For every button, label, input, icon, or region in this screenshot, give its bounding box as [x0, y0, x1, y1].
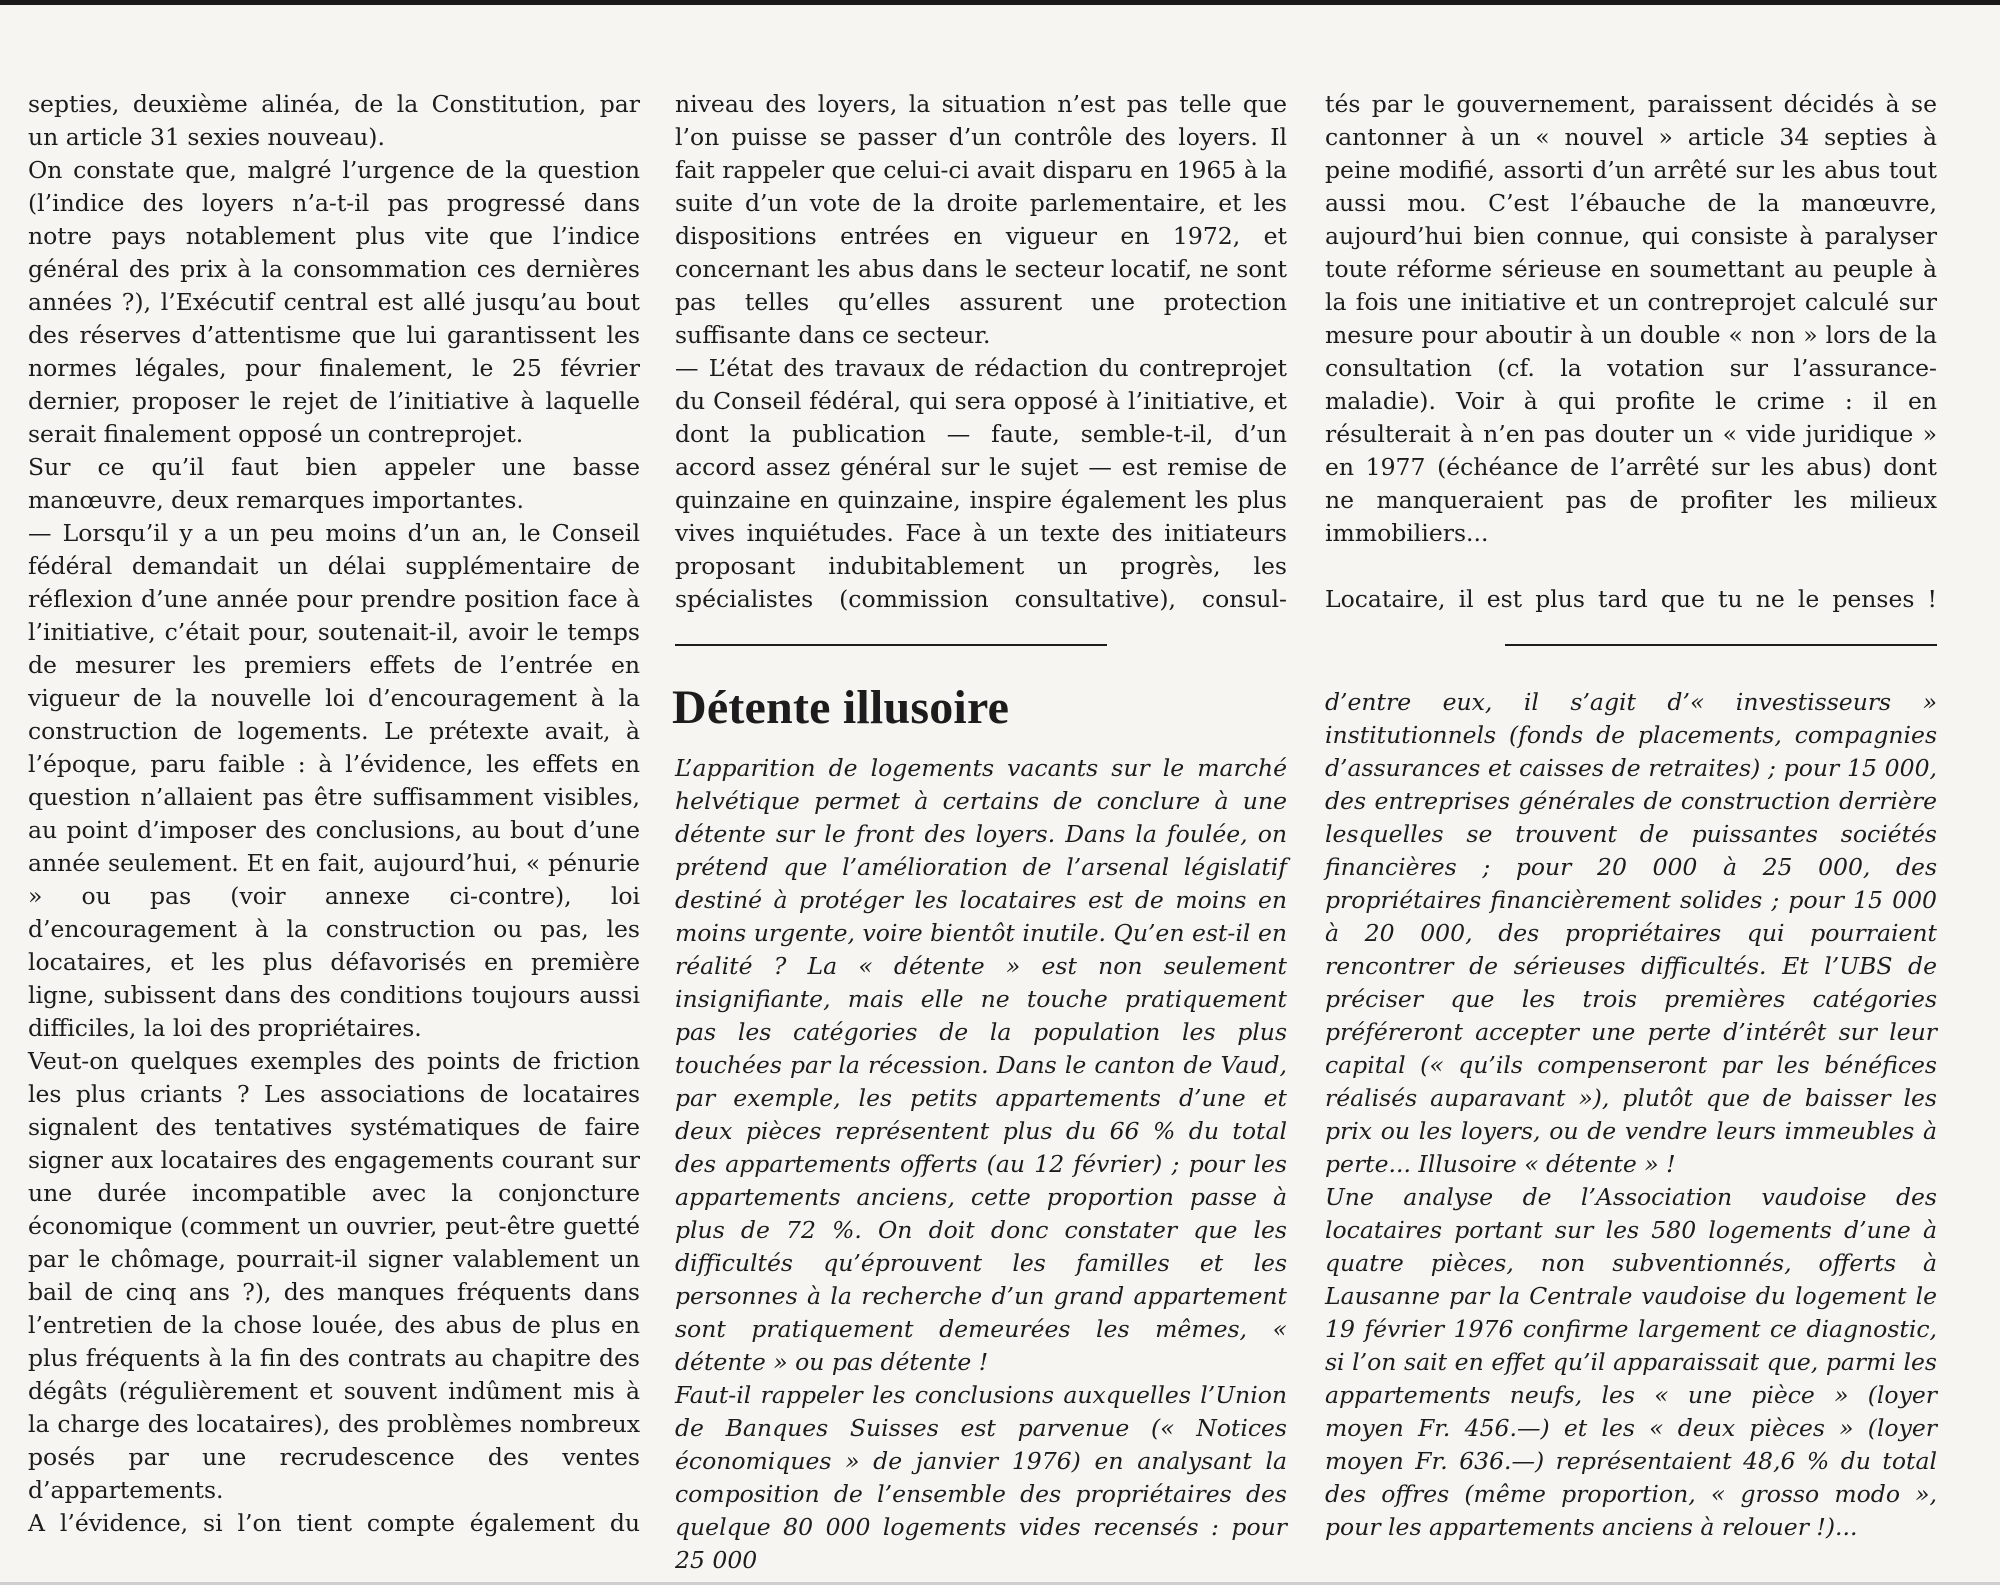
paragraph: niveau des loyers, la situation n’est pas telle que l’on puisse se passer d’un contrôle des loyers. Il fait rappeler que celui-ci avait disparu en 1965 à la suite d’un vote de la droite parlementaire, et les dispositions entrées en vigueur en 1972, et concernant les abus dans le secteur locatif, ne sont pas telles qu’elles assurent une protection suffisante dans ce secteur.: [675, 90, 1287, 349]
paragraph: L’apparition de logements vacants sur le marché helvétique permet à certains de conclure à une détente sur le front des loyers. Dans la foulée, on prétend que l’amélioration de l’arsenal législatif destiné à protéger les locataires est de moins en moins urgente, voire bientôt inutile. Qu’en est-il en réalité ? La « détente » est non seulement insignifiante, mais elle ne touche pratiquement pas les catégories de la population les plus touchées par la récession. Dans le canton de Vaud, par exemple, les petits appartements d’une et deux pièces représentent plus du 66 % du total des appartements offerts (au 12 février) ; pour les appartements anciens, cette proportion passe à plus de 72 %. On doit donc constater que les difficultés qu’éprouvent les familles et les personnes à la recherche d’un grand appartement sont pratiquement demeurées les mêmes, « détente » ou pas détente !: [675, 754, 1287, 1376]
closing-line: Locataire, il est plus tard que tu ne le penses !: [1325, 585, 1937, 613]
sidebar-middle-text: [675, 752, 1287, 1577]
right-column: [1325, 88, 1937, 616]
middle-column: [675, 88, 1287, 616]
paragraph: Veut-on quelques exemples des points de friction les plus criants ? Les associations de locataires signalent des tentatives systématiques de faire signer aux locataires des engagements courant sur une durée incompatible avec la conjoncture économique (comment un ouvrier, peut-être guetté par le chômage, pourrait-il signer valablement un bail de cinq ans ?), des manques fréquents dans l’entretien de la chose louée, des abus de plus en plus fréquents à la fin des contrats au chapitre des dégâts (régulièrement et souvent indûment mis à la charge des locataires), des problèmes nombreux posés par une recrudescence des ventes d’appartements.: [28, 1047, 640, 1504]
spacer: [1325, 550, 1937, 583]
section-divider: [675, 644, 1107, 646]
paragraph: Une analyse de l’Association vaudoise des locataires portant sur les 580 logements d’une à quatre pièces, non subventionnés, offerts à Lausanne par la Centrale vaudoise du logement le 19 février 1976 confirme largement ce diagnostic, si l’on sait en effet qu’il apparaissait que, parmi les appartements neufs, les « une pièce » (loyer moyen Fr. 456.—) et les « deux pièces » (loyer moyen Fr. 636.—) représentaient 48,6 % du total des offres (même proportion, « grosso modo », pour les appartements anciens à relouer !)...: [1325, 1183, 1937, 1541]
paragraph: tés par le gouvernement, paraissent décidés à se cantonner à un « nouvel » article 34 septies à peine modifié, assorti d’un arrêté sur les abus tout aussi mou. C’est l’ébauche de la manœuvre, aujourd’hui bien connue, qui consiste à paralyser toute réforme sérieuse en soumettant au peuple à la fois une initiative et un contreprojet calculé sur mesure pour aboutir à un double « non » lors de la consultation (cf. la votation sur l’assurance-maladie). Voir à qui profite le crime : il en résulterait à n’en pas douter un « vide juridique » en 1977 (échéance de l’arrêté sur les abus) dont ne manqueraient pas de profiter les milieux immobiliers...: [1325, 90, 1937, 547]
paragraph: — L’état des travaux de rédaction du contreprojet du Conseil fédéral, qui sera opposé à l’initiative, et dont la publication — faute, semble-t-il, d’un accord assez général sur le sujet — est remise de quinzaine en quinzaine, inspire également les plus vives inquiétudes. Face à un texte des initiateurs proposant indubitablement un progrès, les spécialistes (commission consultative), consul-: [675, 354, 1287, 613]
section-divider: [1505, 644, 1937, 646]
left-column: [28, 88, 640, 1540]
paragraph: A l’évidence, si l’on tient compte également du: [28, 1509, 640, 1537]
sidebar-headline: Détente illusoire: [672, 681, 1010, 734]
sidebar-right-text: [1325, 686, 1937, 1544]
paragraph: Faut-il rappeler les conclusions auxquelles l’Union de Banques Suisses est parvenue (« Notices économiques » de janvier 1976) en analysant la composition de l’ensemble des propriétaires des quelque 80 000 logements vides recensés : pour 25 000: [675, 1381, 1287, 1574]
paragraph: — Lorsqu’il y a un peu moins d’un an, le Conseil fédéral demandait un délai supplémentaire de réflexion d’une année pour prendre position face à l’initiative, c’était pour, soutenait-il, avoir le temps de mesurer les premiers effets de l’entrée en vigueur de la nouvelle loi d’encouragement à la construction de logements. Le prétexte avait, à l’époque, paru faible : à l’évidence, les effets en question n’allaient pas être suffisamment visibles, au point d’imposer des conclusions, au bout d’une année seulement. Et en fait, aujourd’hui, « pénurie » ou pas (voir annexe ci-contre), loi d’encouragement à la construction ou pas, les locataires, et les plus défavorisés en première ligne, subissent dans des conditions toujours aussi difficiles, la loi des propriétaires.: [28, 519, 640, 1042]
paragraph: septies, deuxième alinéa, de la Constitution, par un article 31 sexies nouveau).: [28, 90, 640, 151]
paragraph: d’entre eux, il s’agit d’« investisseurs » institutionnels (fonds de placements, compagnies d’assurances et caisses de retraites) ; pour 15 000, des entreprises générales de construction derrière lesquelles se trouvent de puissantes sociétés financières ; pour 20 000 à 25 000, des propriétaires financièrement solides ; pour 15 000 à 20 000, des propriétaires qui pourraient rencontrer de sérieuses difficultés. Et l’UBS de préciser que les trois premières catégories préféreront accepter une perte d’intérêt sur leur capital (« qu’ils compenseront par les bénéfices réalisés auparavant »), plutôt que de baisser les prix ou les loyers, ou de vendre leurs immeubles à perte... Illusoire « détente » !: [1325, 688, 1937, 1178]
paragraph: Sur ce qu’il faut bien appeler une basse manœuvre, deux remarques importantes.: [28, 453, 640, 514]
top-rule: [0, 0, 2000, 5]
paragraph: On constate que, malgré l’urgence de la question (l’indice des loyers n’a-t-il pas progressé dans notre pays notablement plus vite que l’indice général des prix à la consommation ces dernières années ?), l’Exécutif central est allé jusqu’au bout des réserves d’attentisme que lui garantissent les normes légales, pour finalement, le 25 février dernier, proposer le rejet de l’initiative à laquelle serait finalement opposé un contreprojet.: [28, 156, 640, 448]
